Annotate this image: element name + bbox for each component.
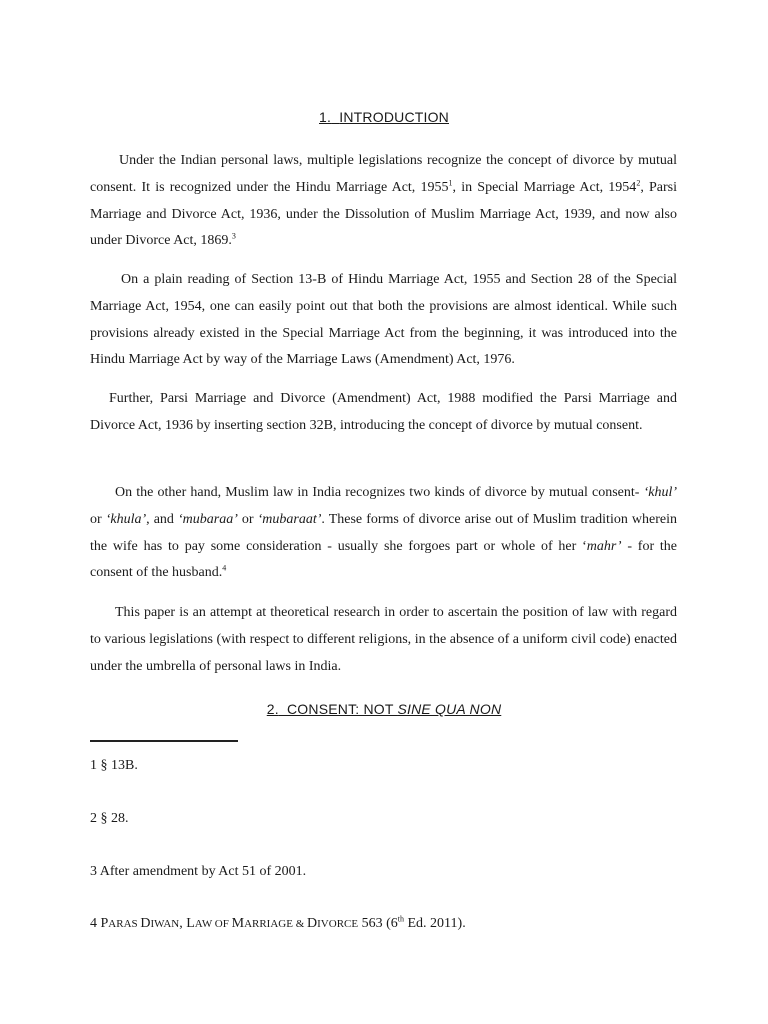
paragraph-section-13b: On a plain reading of Section 13-B of Hindu Marriage Act, 1955 and Section 28 of the Special Marriage Act, 1954, one can easily point out that both the provisions are almost identical. While such provisions already existed in the Special Marriage Act from the beginning, it was introduced into the Hindu Marriage Act by way of the Marriage Laws (Amendment) Act, 1976. bbox=[90, 272, 677, 368]
footnote-ref-2[interactable]: 2 bbox=[636, 178, 641, 188]
paragraph-muslim-law: On the other hand, Muslim law in India recognizes two kinds of divorce by mutual consent- ‘khul’ or ‘khula’, and ‘mubaraa’ or ‘mubaraat’. These forms of divorce arise out of Muslim tradition wherein the wife has to pay some consideration - usually she forgoes part or whole of her ‘mahr’ - for the consent of the husband.$^4$ bbox=[90, 485, 678, 581]
section-heading-introduction: 1. INTRODUCTION bbox=[319, 109, 449, 125]
paragraph-personal-laws: Under the Indian personal laws, multiple legislations recognize the concept of divorce by mutual consent. It is recognized under the Hindu Marriage Act, 1955$^1$, in Special Marriage Act, 1954$^2$, Parsi Marriage and Divorce Act, 1936, under the Dissolution of Muslim Marriage Act, 1939, and now also under Divorce Act, 1869.$^3$ bbox=[90, 153, 678, 249]
paragraph-parsi-amendment: Further, Parsi Marriage and Divorce (Amendment) Act, 1988 modified the Parsi Marriage and Divorce Act, 1936 by inserting section 32B, introducing the concept of divorce by mutual consent. bbox=[90, 391, 677, 433]
section-heading-consent: 2. CONSENT: NOT SINE QUA NON bbox=[266, 701, 502, 717]
paragraph-paper-purpose: This paper is an attempt at theoretical research in order to ascertain the position of law with regard to various legislations (with respect to different religions, in the absence of a uniform civil code) enacted under the umbrella of personal laws in India. bbox=[90, 605, 677, 674]
footnote-ref-3[interactable]: 3 bbox=[231, 231, 236, 241]
footnote-1: 1 § 13B. bbox=[90, 758, 138, 773]
footnote-ref-1[interactable]: 1 bbox=[448, 178, 453, 188]
footnote-3: 3 After amendment by Act 51 of 2001. bbox=[90, 864, 307, 879]
footnote-divider bbox=[90, 740, 238, 742]
footnote-2: 2 § 28. bbox=[90, 811, 129, 826]
footnote-4: 4 PARAS DIWAN, LAW OF MARRIAGE & DIVORCE 563 (6th Ed. 2011). bbox=[90, 914, 466, 931]
footnote-ref-4[interactable]: 4 bbox=[222, 563, 227, 573]
